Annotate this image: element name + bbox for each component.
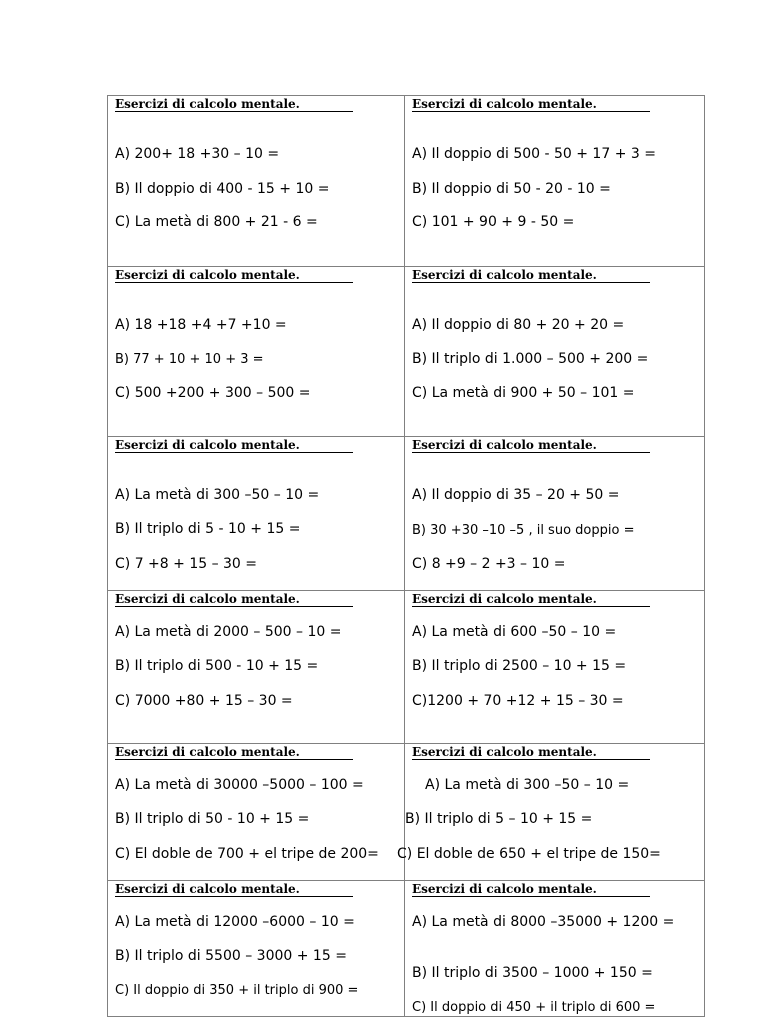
exercise-line-a: A) La metà di 12000 –6000 – 10 = — [115, 914, 355, 930]
exercise-line-a: A) La metà di 300 –50 – 10 = — [425, 777, 630, 793]
exercise-card — [405, 267, 705, 437]
exercise-line-c: C) 8 +9 – 2 +3 – 10 = — [412, 556, 566, 572]
exercise-line-b: B) Il triplo di 3500 – 1000 + 150 = — [412, 965, 653, 981]
exercise-card — [108, 267, 405, 437]
exercise-line-a: A) 200+ 18 +30 – 10 = — [115, 146, 280, 162]
exercise-line-a: A) La metà di 600 –50 – 10 = — [412, 624, 617, 640]
exercise-card — [405, 591, 705, 744]
exercise-line-a: A) La metà di 300 –50 – 10 = — [115, 487, 320, 503]
exercise-line-b: B) Il triplo di 1.000 – 500 + 200 = — [412, 351, 649, 367]
exercise-line-c: C) Il doppio di 450 + il triplo di 600 = — [412, 1000, 656, 1015]
exercise-card — [405, 881, 705, 1017]
exercise-line-c: C)1200 + 70 +12 + 15 – 30 = — [412, 693, 624, 709]
exercise-line-b: B) Il triplo di 50 - 10 + 15 = — [115, 811, 310, 827]
exercise-line-b: B) Il triplo di 5500 – 3000 + 15 = — [115, 948, 347, 964]
exercise-line-b: B) 77 + 10 + 10 + 3 = — [115, 352, 264, 367]
exercise-line-c: C) 7 +8 + 15 – 30 = — [115, 556, 258, 572]
exercise-line-c: C) El doble de 700 + el tripe de 200= — [115, 846, 379, 862]
exercise-line-b: B) Il triplo di 5 - 10 + 15 = — [115, 521, 301, 537]
exercise-line-a: A) La metà di 8000 –35000 + 1200 = — [412, 914, 675, 930]
exercise-line-a: A) Il doppio di 80 + 20 + 20 = — [412, 317, 625, 333]
exercise-line-b: B) Il triplo di 500 - 10 + 15 = — [115, 658, 319, 674]
exercise-line-b: B) 30 +30 –10 –5 , il suo doppio = — [412, 523, 635, 538]
exercise-line-c: C) 500 +200 + 300 – 500 = — [115, 385, 311, 401]
exercise-line-c: C) El doble de 650 + el tripe de 150= — [397, 846, 661, 862]
exercise-line-a: A) Il doppio di 35 – 20 + 50 = — [412, 487, 620, 503]
card-title: Esercizi di calcolo mentale. — [412, 882, 650, 897]
card-title: Esercizi di calcolo mentale. — [115, 745, 353, 760]
exercise-line-a: A) 18 +18 +4 +7 +10 = — [115, 317, 287, 333]
card-title: Esercizi di calcolo mentale. — [412, 745, 650, 760]
exercise-card — [108, 744, 405, 881]
exercise-line-b: B) Il doppio di 400 - 15 + 10 = — [115, 181, 330, 197]
exercise-row — [108, 744, 705, 881]
exercise-line-b: B) Il doppio di 50 - 20 - 10 = — [412, 181, 611, 197]
exercise-line-a: A) La metà di 30000 –5000 – 100 = — [115, 777, 364, 793]
exercise-card — [108, 96, 405, 267]
exercise-line-a: A) La metà di 2000 – 500 – 10 = — [115, 624, 342, 640]
exercise-row — [108, 591, 705, 744]
exercise-card — [405, 96, 705, 267]
exercise-row — [108, 437, 705, 591]
card-title: Esercizi di calcolo mentale. — [115, 882, 353, 897]
card-title: Esercizi di calcolo mentale. — [412, 592, 650, 607]
card-title: Esercizi di calcolo mentale. — [412, 97, 650, 112]
exercise-row — [108, 267, 705, 437]
card-title: Esercizi di calcolo mentale. — [115, 268, 353, 283]
card-title: Esercizi di calcolo mentale. — [115, 592, 353, 607]
exercise-card — [397, 744, 705, 881]
exercise-line-c: C) 7000 +80 + 15 – 30 = — [115, 693, 293, 709]
exercise-card — [108, 437, 405, 591]
exercise-row — [108, 96, 705, 267]
exercise-row — [108, 881, 705, 1017]
exercise-line-c: C) 101 + 90 + 9 - 50 = — [412, 214, 575, 230]
exercise-card — [405, 437, 705, 591]
card-title: Esercizi di calcolo mentale. — [115, 97, 353, 112]
exercise-line-c: C) La metà di 900 + 50 – 101 = — [412, 385, 635, 401]
worksheet-table — [107, 95, 705, 1017]
exercise-card — [108, 591, 405, 744]
exercise-line-b: B) Il triplo di 2500 – 10 + 15 = — [412, 658, 627, 674]
exercise-line-c: C) La metà di 800 + 21 - 6 = — [115, 214, 318, 230]
card-title: Esercizi di calcolo mentale. — [412, 438, 650, 453]
exercise-card — [108, 881, 405, 1017]
exercise-line-a: A) Il doppio di 500 - 50 + 17 + 3 = — [412, 146, 656, 162]
exercise-line-c: C) Il doppio di 350 + il triplo di 900 = — [115, 983, 359, 998]
exercise-line-b: B) Il triplo di 5 – 10 + 15 = — [405, 811, 593, 827]
card-title: Esercizi di calcolo mentale. — [115, 438, 353, 453]
card-title: Esercizi di calcolo mentale. — [412, 268, 650, 283]
